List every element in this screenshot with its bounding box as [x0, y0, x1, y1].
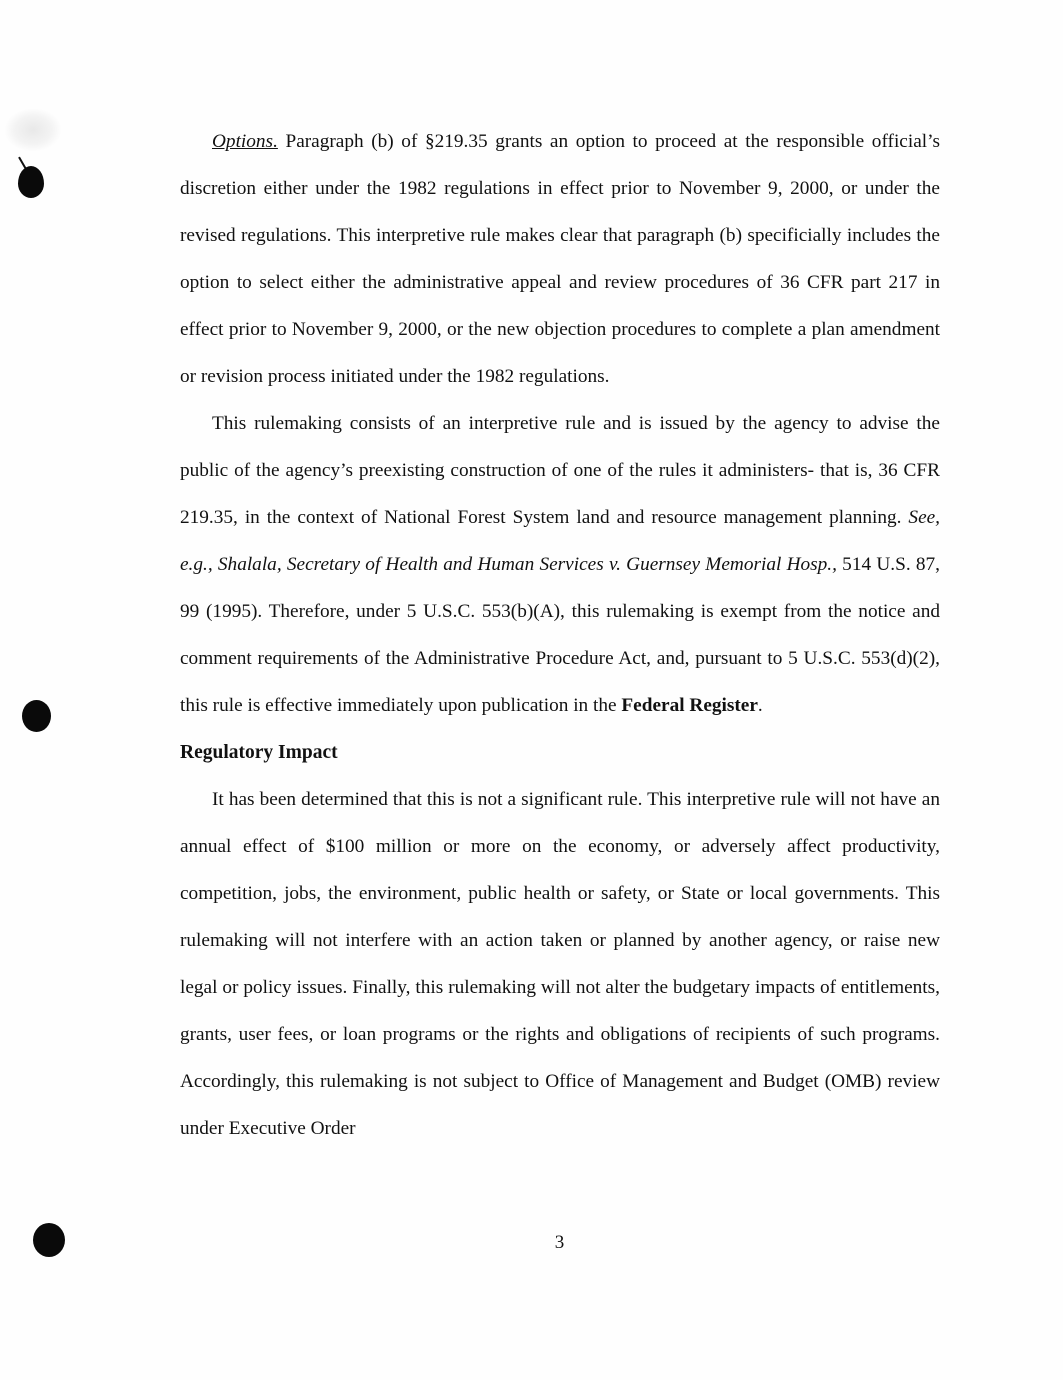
body-text	[180, 118, 940, 1152]
rulemaking-part1: This rulemaking consists of an interpretive rule and is issued by the agency to advise the public of the agency’s preexisting construction of one of the rules it administers- that is, 36 CFR 219.35, in the context of National Forest System land and resource management planning.	[180, 413, 940, 528]
heading-regulatory-impact: Regulatory Impact	[180, 742, 338, 763]
federal-register: Federal Register	[621, 695, 758, 716]
options-text: Paragraph (b) of §219.35 grants an option to proceed at the responsible official’s discretion either under the 1982 regulations in effect prior to November 9, 2000, or under the revised regulations. This interpretive rule makes clear that paragraph (b) specificially includes the option to select either the administrative appeal and review procedures of 36 CFR part 217 in effect prior to November 9, 2000, or the new objection procedures to complete a plan amendment or revision process initiated under the 1982 regulations.	[180, 131, 940, 387]
punch-hole-top	[18, 166, 44, 198]
paragraph-options	[180, 118, 940, 400]
rulemaking-end: .	[757, 695, 763, 716]
paragraph-impact: It has been determined that this is not a significant rule. This interpretive rule will not have an annual effect of $100 million or more on the economy, or adversely affect productivity, competition, jobs, the environment, public health or safety, or State or local governments. This rulemaking will not interfere with an action taken or planned by another agency, or raise new legal or policy issues. Finally, this rulemaking will not alter the budgetary impacts of entitlements, grants, user fees, or loan programs or the rights and obligations of recipients of such programs. Accordingly, this rulemaking is not subject to Office of Management and Budget (OMB) review under Executive Order	[180, 789, 940, 1139]
punch-hole-middle	[22, 700, 51, 732]
page-number: 3	[554, 1232, 565, 1253]
case-citation: See, e.g., Shalala, Secretary of Health and Human Services v. Guernsey Memorial Hosp.,	[180, 507, 940, 575]
paper-scuff	[4, 108, 62, 152]
options-lead: Options.	[212, 131, 278, 152]
paragraph-rulemaking	[180, 400, 940, 729]
rulemaking-part2: 514 U.S. 87, 99 (1995). Therefore, under 5 U.S.C. 553(b)(A), this rulemaking is exempt from the notice and comment requirements of the Administrative Procedure Act, and, pursuant to 5 U.S.C. 553(d)(2), this rule is effective immediately upon publication in the	[180, 554, 940, 716]
